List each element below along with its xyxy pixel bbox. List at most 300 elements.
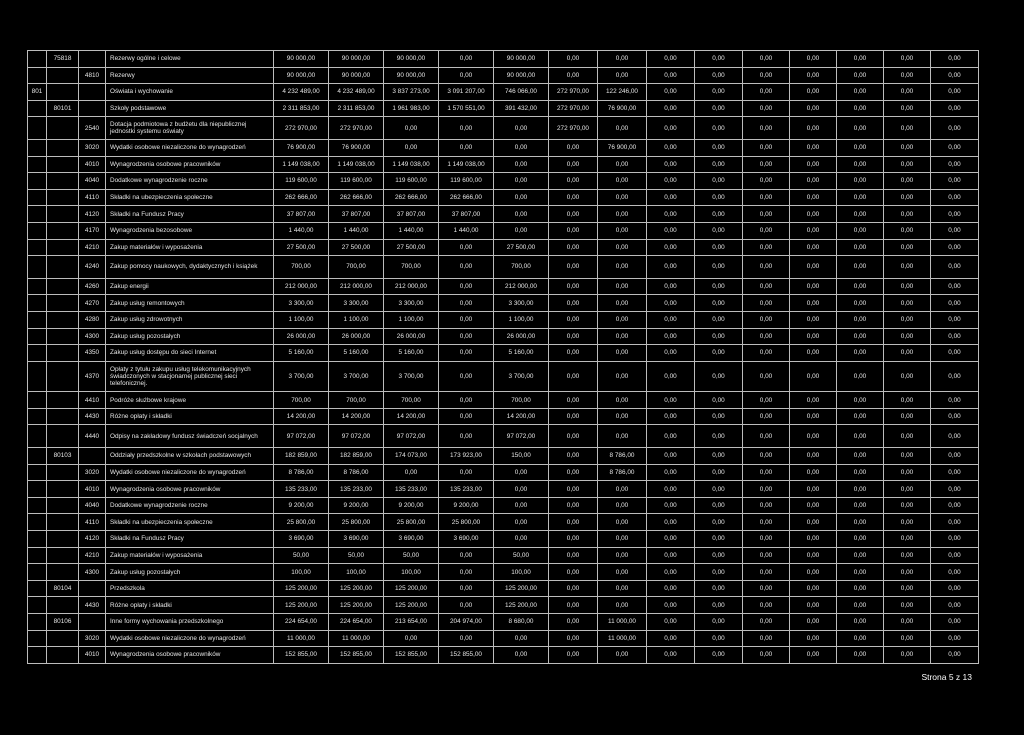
table-row: [28, 206, 979, 223]
amount-cell: 37 807,00: [384, 206, 439, 223]
amount-cell: 0,00: [931, 51, 979, 68]
amount-cell: 27 500,00: [494, 239, 549, 256]
amount-cell: 122 246,00: [598, 84, 647, 101]
dzial-cell: [28, 647, 47, 664]
amount-cell: 0,00: [695, 614, 743, 631]
amount-cell: 0,00: [598, 222, 647, 239]
amount-cell: 0,00: [790, 189, 837, 206]
amount-cell: 0,00: [695, 630, 743, 647]
amount-cell: 0,00: [743, 84, 790, 101]
amount-cell: 0,00: [931, 345, 979, 362]
amount-cell: 0,00: [884, 239, 931, 256]
amount-cell: 0,00: [837, 647, 884, 664]
amount-cell: 0,00: [695, 189, 743, 206]
amount-cell: 25 800,00: [329, 514, 384, 531]
amount-cell: 0,00: [647, 531, 695, 548]
amount-cell: 0,00: [837, 564, 884, 581]
amount-cell: 0,00: [790, 448, 837, 465]
rozdzial-cell: [47, 239, 79, 256]
amount-cell: 0,00: [647, 597, 695, 614]
amount-cell: 5 160,00: [329, 345, 384, 362]
description-cell: Dotacja podmiotowa z budżetu dla niepublicznej jednostki systemu oświaty: [106, 117, 274, 140]
amount-cell: 0,00: [743, 531, 790, 548]
paragraf-cell: [79, 580, 106, 597]
dzial-cell: [28, 514, 47, 531]
dzial-cell: [28, 100, 47, 117]
amount-cell: 0,00: [837, 117, 884, 140]
amount-cell: 0,00: [931, 295, 979, 312]
amount-cell: 0,00: [743, 256, 790, 279]
amount-cell: 0,00: [743, 345, 790, 362]
amount-cell: 0,00: [884, 630, 931, 647]
dzial-cell: [28, 408, 47, 425]
paragraf-cell: 4040: [79, 497, 106, 514]
amount-cell: 262 666,00: [274, 189, 329, 206]
description-cell: Zakup usług remontowych: [106, 295, 274, 312]
amount-cell: 0,00: [790, 295, 837, 312]
amount-cell: 0,00: [790, 597, 837, 614]
amount-cell: 0,00: [931, 531, 979, 548]
amount-cell: 0,00: [647, 481, 695, 498]
paragraf-cell: [79, 448, 106, 465]
amount-cell: 0,00: [884, 647, 931, 664]
amount-cell: 119 600,00: [329, 173, 384, 190]
dzial-cell: [28, 156, 47, 173]
amount-cell: 0,00: [790, 547, 837, 564]
amount-cell: 0,00: [439, 361, 494, 392]
amount-cell: 0,00: [494, 531, 549, 548]
dzial-cell: [28, 311, 47, 328]
amount-cell: 0,00: [790, 647, 837, 664]
amount-cell: 0,00: [439, 51, 494, 68]
amount-cell: 90 000,00: [494, 67, 549, 84]
amount-cell: 0,00: [647, 139, 695, 156]
amount-cell: 0,00: [837, 361, 884, 392]
amount-cell: 4 232 489,00: [274, 84, 329, 101]
amount-cell: 0,00: [647, 564, 695, 581]
amount-cell: 3 300,00: [494, 295, 549, 312]
amount-cell: 0,00: [931, 156, 979, 173]
amount-cell: 3 300,00: [384, 295, 439, 312]
rozdzial-cell: 80104: [47, 580, 79, 597]
amount-cell: 0,00: [884, 67, 931, 84]
dzial-cell: [28, 425, 47, 448]
amount-cell: 262 666,00: [384, 189, 439, 206]
rozdzial-cell: [47, 222, 79, 239]
amount-cell: 0,00: [837, 408, 884, 425]
description-cell: Zakup materiałów i wyposażenia: [106, 239, 274, 256]
amount-cell: 0,00: [598, 647, 647, 664]
paragraf-cell: 4120: [79, 206, 106, 223]
amount-cell: 50,00: [494, 547, 549, 564]
description-cell: Inne formy wychowania przedszkolnego: [106, 614, 274, 631]
amount-cell: 0,00: [931, 408, 979, 425]
amount-cell: 0,00: [647, 361, 695, 392]
rozdzial-cell: [47, 425, 79, 448]
amount-cell: 5 160,00: [384, 345, 439, 362]
paragraf-cell: 4120: [79, 531, 106, 548]
table-row: [28, 139, 979, 156]
amount-cell: 0,00: [598, 408, 647, 425]
amount-cell: 0,00: [884, 311, 931, 328]
rozdzial-cell: [47, 84, 79, 101]
amount-cell: 1 149 038,00: [274, 156, 329, 173]
amount-cell: 0,00: [695, 67, 743, 84]
amount-cell: 700,00: [384, 256, 439, 279]
amount-cell: 50,00: [384, 547, 439, 564]
amount-cell: 0,00: [549, 189, 598, 206]
amount-cell: 0,00: [743, 189, 790, 206]
amount-cell: 0,00: [549, 139, 598, 156]
rozdzial-cell: [47, 256, 79, 279]
amount-cell: 0,00: [743, 311, 790, 328]
rozdzial-cell: 80106: [47, 614, 79, 631]
amount-cell: 0,00: [743, 328, 790, 345]
amount-cell: 0,00: [598, 189, 647, 206]
amount-cell: 0,00: [598, 580, 647, 597]
amount-cell: 3 700,00: [494, 361, 549, 392]
paragraf-cell: [79, 100, 106, 117]
table-row: [28, 564, 979, 581]
amount-cell: 0,00: [837, 531, 884, 548]
amount-cell: 0,00: [549, 392, 598, 409]
amount-cell: 8 680,00: [494, 614, 549, 631]
amount-cell: 0,00: [837, 100, 884, 117]
amount-cell: 97 072,00: [329, 425, 384, 448]
description-cell: Wydatki osobowe niezaliczone do wynagrodzeń: [106, 139, 274, 156]
description-cell: Zakup usług zdrowotnych: [106, 311, 274, 328]
amount-cell: 25 800,00: [384, 514, 439, 531]
amount-cell: 0,00: [549, 361, 598, 392]
amount-cell: 391 432,00: [494, 100, 549, 117]
amount-cell: 0,00: [695, 173, 743, 190]
table-row: [28, 239, 979, 256]
amount-cell: 0,00: [494, 156, 549, 173]
amount-cell: 0,00: [598, 361, 647, 392]
description-cell: Zakup pomocy naukowych, dydaktycznych i książek: [106, 256, 274, 279]
paragraf-cell: 3020: [79, 139, 106, 156]
amount-cell: 125 200,00: [274, 597, 329, 614]
amount-cell: 125 200,00: [329, 597, 384, 614]
description-cell: Wynagrodzenia osobowe pracowników: [106, 647, 274, 664]
amount-cell: 0,00: [439, 630, 494, 647]
amount-cell: 0,00: [549, 531, 598, 548]
dzial-cell: [28, 295, 47, 312]
amount-cell: 224 654,00: [329, 614, 384, 631]
amount-cell: 0,00: [695, 156, 743, 173]
amount-cell: 0,00: [384, 117, 439, 140]
table-row: [28, 100, 979, 117]
paragraf-cell: 4270: [79, 295, 106, 312]
amount-cell: 0,00: [743, 222, 790, 239]
rozdzial-cell: [47, 514, 79, 531]
table-row: [28, 464, 979, 481]
table-row: [28, 481, 979, 498]
amount-cell: 0,00: [439, 580, 494, 597]
paragraf-cell: 4260: [79, 278, 106, 295]
description-cell: Przedszkola: [106, 580, 274, 597]
amount-cell: 0,00: [647, 84, 695, 101]
amount-cell: 150,00: [494, 448, 549, 465]
amount-cell: 90 000,00: [384, 51, 439, 68]
paragraf-cell: 4280: [79, 311, 106, 328]
amount-cell: 0,00: [931, 222, 979, 239]
table-row: [28, 189, 979, 206]
amount-cell: 0,00: [743, 448, 790, 465]
amount-cell: 0,00: [439, 256, 494, 279]
amount-cell: 0,00: [598, 514, 647, 531]
amount-cell: 0,00: [931, 117, 979, 140]
amount-cell: 0,00: [931, 239, 979, 256]
amount-cell: 11 000,00: [598, 630, 647, 647]
amount-cell: 0,00: [549, 278, 598, 295]
page-number: Strona 5 z 13: [921, 672, 972, 682]
dzial-cell: [28, 481, 47, 498]
table-row: [28, 408, 979, 425]
amount-cell: 0,00: [598, 156, 647, 173]
amount-cell: 11 000,00: [329, 630, 384, 647]
amount-cell: 0,00: [743, 67, 790, 84]
amount-cell: 0,00: [384, 139, 439, 156]
amount-cell: 4 232 489,00: [329, 84, 384, 101]
amount-cell: 0,00: [743, 51, 790, 68]
amount-cell: 1 440,00: [439, 222, 494, 239]
amount-cell: 76 900,00: [274, 139, 329, 156]
rozdzial-cell: [47, 464, 79, 481]
amount-cell: 0,00: [837, 448, 884, 465]
amount-cell: 0,00: [743, 514, 790, 531]
amount-cell: 0,00: [549, 647, 598, 664]
amount-cell: 125 200,00: [384, 597, 439, 614]
rozdzial-cell: [47, 547, 79, 564]
amount-cell: 0,00: [931, 597, 979, 614]
dzial-cell: [28, 464, 47, 481]
paragraf-cell: 4010: [79, 481, 106, 498]
amount-cell: 9 200,00: [274, 497, 329, 514]
description-cell: Zakup usług pozostałych: [106, 564, 274, 581]
amount-cell: 0,00: [598, 117, 647, 140]
amount-cell: 0,00: [743, 392, 790, 409]
amount-cell: 0,00: [695, 328, 743, 345]
table-row: [28, 67, 979, 84]
amount-cell: 9 200,00: [329, 497, 384, 514]
table-row: [28, 392, 979, 409]
description-cell: Zakup usług pozostałych: [106, 328, 274, 345]
amount-cell: 0,00: [549, 481, 598, 498]
amount-cell: 212 000,00: [274, 278, 329, 295]
amount-cell: 125 200,00: [494, 597, 549, 614]
amount-cell: 0,00: [931, 67, 979, 84]
table-row: [28, 278, 979, 295]
dzial-cell: [28, 256, 47, 279]
amount-cell: 0,00: [549, 295, 598, 312]
amount-cell: 0,00: [884, 408, 931, 425]
rozdzial-cell: [47, 295, 79, 312]
amount-cell: 119 600,00: [439, 173, 494, 190]
amount-cell: 0,00: [837, 206, 884, 223]
amount-cell: 272 970,00: [274, 117, 329, 140]
amount-cell: 0,00: [837, 173, 884, 190]
amount-cell: 0,00: [695, 425, 743, 448]
paragraf-cell: 4210: [79, 239, 106, 256]
amount-cell: 0,00: [647, 580, 695, 597]
rozdzial-cell: [47, 278, 79, 295]
amount-cell: 0,00: [549, 206, 598, 223]
dzial-cell: [28, 361, 47, 392]
table-row: [28, 361, 979, 392]
amount-cell: 212 000,00: [384, 278, 439, 295]
amount-cell: 0,00: [494, 630, 549, 647]
amount-cell: 0,00: [743, 295, 790, 312]
amount-cell: 152 855,00: [274, 647, 329, 664]
amount-cell: 0,00: [647, 67, 695, 84]
amount-cell: 0,00: [884, 100, 931, 117]
amount-cell: 0,00: [884, 117, 931, 140]
amount-cell: 0,00: [695, 392, 743, 409]
amount-cell: 0,00: [884, 206, 931, 223]
amount-cell: 0,00: [695, 448, 743, 465]
amount-cell: 1 100,00: [384, 311, 439, 328]
table-row: [28, 531, 979, 548]
amount-cell: 0,00: [494, 222, 549, 239]
paragraf-cell: 4040: [79, 173, 106, 190]
amount-cell: 700,00: [384, 392, 439, 409]
amount-cell: 700,00: [329, 392, 384, 409]
amount-cell: 14 200,00: [329, 408, 384, 425]
amount-cell: 8 786,00: [598, 464, 647, 481]
amount-cell: 0,00: [494, 647, 549, 664]
amount-cell: 1 100,00: [494, 311, 549, 328]
table-row: [28, 51, 979, 68]
dzial-cell: [28, 189, 47, 206]
amount-cell: 0,00: [790, 425, 837, 448]
amount-cell: 0,00: [931, 206, 979, 223]
amount-cell: 0,00: [439, 425, 494, 448]
amount-cell: 125 200,00: [494, 580, 549, 597]
paragraf-cell: 4350: [79, 345, 106, 362]
table-row: [28, 614, 979, 631]
amount-cell: 0,00: [837, 84, 884, 101]
amount-cell: 14 200,00: [494, 408, 549, 425]
amount-cell: 152 855,00: [384, 647, 439, 664]
rozdzial-cell: [47, 597, 79, 614]
amount-cell: 0,00: [884, 464, 931, 481]
paragraf-cell: 2540: [79, 117, 106, 140]
amount-cell: 0,00: [790, 206, 837, 223]
description-cell: Składki na ubezpieczenia społeczne: [106, 189, 274, 206]
amount-cell: 0,00: [439, 392, 494, 409]
amount-cell: 0,00: [494, 481, 549, 498]
dzial-cell: [28, 448, 47, 465]
table-row: [28, 597, 979, 614]
amount-cell: 0,00: [549, 51, 598, 68]
amount-cell: 76 900,00: [329, 139, 384, 156]
amount-cell: 37 807,00: [439, 206, 494, 223]
amount-cell: 746 066,00: [494, 84, 549, 101]
amount-cell: 0,00: [837, 51, 884, 68]
amount-cell: 0,00: [790, 392, 837, 409]
amount-cell: 0,00: [743, 173, 790, 190]
amount-cell: 0,00: [743, 597, 790, 614]
amount-cell: 0,00: [931, 328, 979, 345]
amount-cell: 0,00: [931, 139, 979, 156]
amount-cell: 224 654,00: [274, 614, 329, 631]
dzial-cell: [28, 497, 47, 514]
amount-cell: 0,00: [598, 51, 647, 68]
amount-cell: 0,00: [884, 256, 931, 279]
amount-cell: 0,00: [549, 408, 598, 425]
paragraf-cell: 4300: [79, 328, 106, 345]
amount-cell: 0,00: [647, 189, 695, 206]
table-row: [28, 497, 979, 514]
amount-cell: 0,00: [743, 139, 790, 156]
amount-cell: 212 000,00: [329, 278, 384, 295]
amount-cell: 0,00: [884, 497, 931, 514]
description-cell: Oświata i wychowanie: [106, 84, 274, 101]
amount-cell: 0,00: [931, 448, 979, 465]
amount-cell: 97 072,00: [494, 425, 549, 448]
amount-cell: 0,00: [695, 564, 743, 581]
paragraf-cell: 4430: [79, 597, 106, 614]
amount-cell: 8 786,00: [274, 464, 329, 481]
paragraf-cell: 4430: [79, 408, 106, 425]
amount-cell: 0,00: [647, 156, 695, 173]
paragraf-cell: 4370: [79, 361, 106, 392]
dzial-cell: [28, 614, 47, 631]
amount-cell: 0,00: [494, 117, 549, 140]
table-row: [28, 295, 979, 312]
amount-cell: 0,00: [837, 481, 884, 498]
amount-cell: 0,00: [494, 514, 549, 531]
amount-cell: 0,00: [790, 84, 837, 101]
amount-cell: 1 149 038,00: [384, 156, 439, 173]
amount-cell: 0,00: [647, 328, 695, 345]
rozdzial-cell: [47, 647, 79, 664]
amount-cell: 0,00: [695, 408, 743, 425]
paragraf-cell: 4170: [79, 222, 106, 239]
amount-cell: 0,00: [837, 614, 884, 631]
amount-cell: 0,00: [790, 497, 837, 514]
amount-cell: 0,00: [884, 448, 931, 465]
amount-cell: 0,00: [931, 547, 979, 564]
table-row: [28, 328, 979, 345]
amount-cell: 0,00: [743, 547, 790, 564]
amount-cell: 1 440,00: [274, 222, 329, 239]
amount-cell: 119 600,00: [384, 173, 439, 190]
rozdzial-cell: [47, 206, 79, 223]
rozdzial-cell: [47, 630, 79, 647]
amount-cell: 0,00: [931, 564, 979, 581]
amount-cell: 100,00: [494, 564, 549, 581]
amount-cell: 0,00: [439, 278, 494, 295]
rozdzial-cell: 75818: [47, 51, 79, 68]
description-cell: Zakup usług dostępu do sieci Internet: [106, 345, 274, 362]
amount-cell: 0,00: [598, 239, 647, 256]
amount-cell: 204 974,00: [439, 614, 494, 631]
amount-cell: 0,00: [494, 464, 549, 481]
amount-cell: 0,00: [931, 497, 979, 514]
paragraf-cell: 4110: [79, 514, 106, 531]
description-cell: Różne opłaty i składki: [106, 408, 274, 425]
amount-cell: 3 690,00: [439, 531, 494, 548]
paragraf-cell: 4410: [79, 392, 106, 409]
amount-cell: 0,00: [884, 328, 931, 345]
amount-cell: 25 800,00: [274, 514, 329, 531]
paragraf-cell: [79, 51, 106, 68]
amount-cell: 14 200,00: [384, 408, 439, 425]
amount-cell: 0,00: [549, 425, 598, 448]
amount-cell: 37 807,00: [329, 206, 384, 223]
